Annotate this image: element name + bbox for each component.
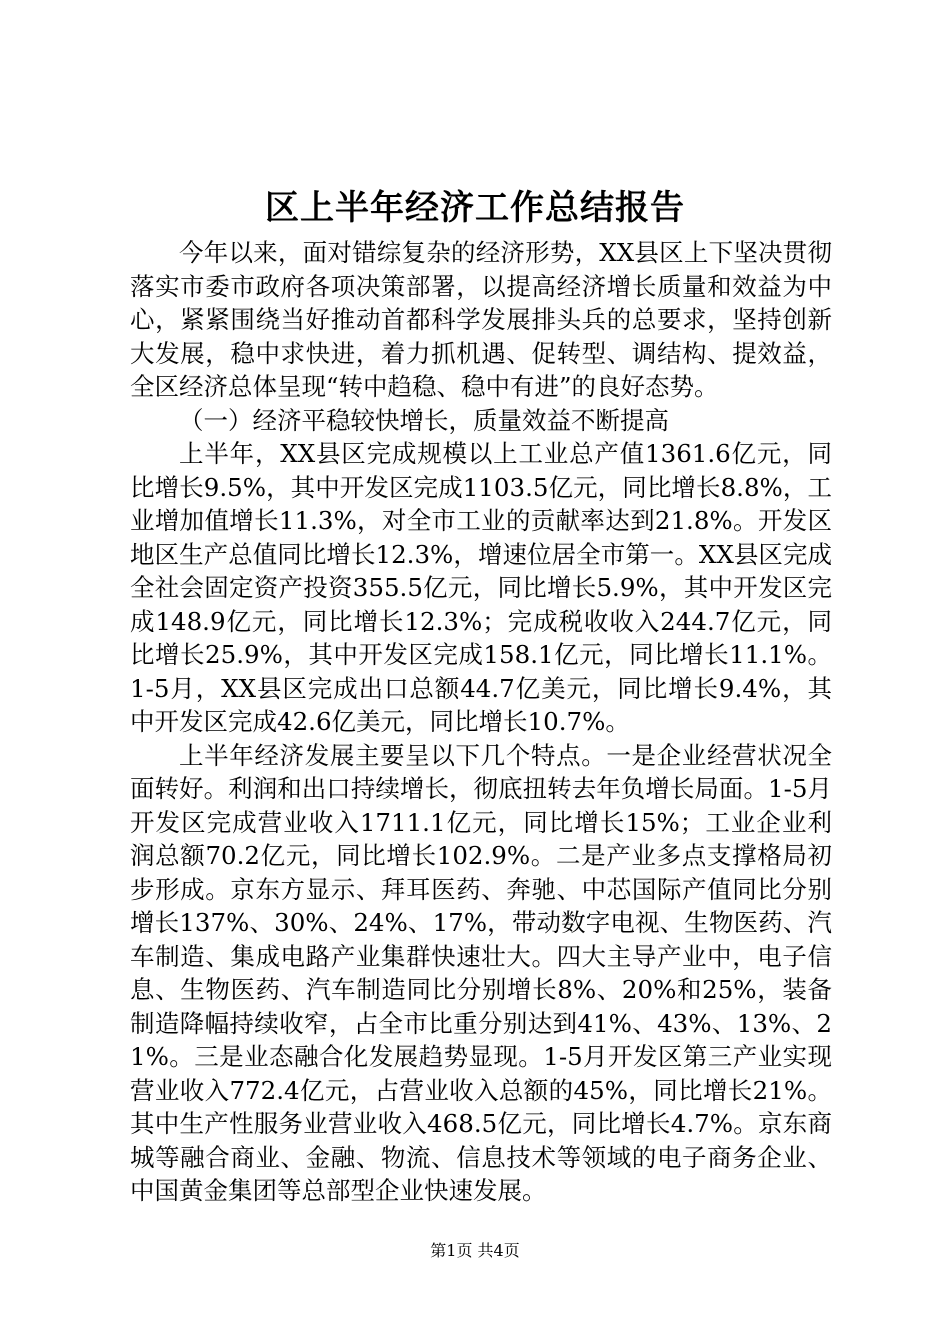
paragraph-intro: 今年以来，面对错综复杂的经济形势，XX县区上下坚决贯彻落实市委市政府各项决策部署，以提高经济增长质量和效益为中心，紧紧围绕当好推动首都科学发展排头兵的总要求，坚持创新大发展，稳中求快进，着力抓机遇、促转型、调结构、提效益，全区经济总体呈现“转中趋稳、稳中有进”的良好态势。 <box>130 238 832 401</box>
document-body <box>130 236 832 1208</box>
paragraph-features: 上半年经济发展主要呈以下几个特点。一是企业经营状况全面转好。利润和出口持续增长，彻底扭转去年负增长局面。1-5月开发区完成营业收入1711.1亿元，同比增长15%；工业企业利润总额70.2亿元，同比增长102.9%。二是产业多点支撑格局初步形成。京东方显示、拜耳医药、奔驰、中芯国际产值同比分别增长137%、30%、24%、17%，带动数字电视、生物医药、汽车制造、集成电路产业集群快速壮大。四大主导产业中，电子信息、生物医药、汽车制造同比分别增长8%、20%和25%，装备制造降幅持续收窄，占全市比重分别达到41%、43%、13%、21%。三是业态融合化发展趋势显现。1-5月开发区第三产业实现营业收入772.4亿元，占营业收入总额的45%，同比增长21%。其中生产性服务业营业收入468.5亿元，同比增长4.7%。京东商城等融合商业、金融、物流、信息技术等领域的电子商务企业、中国黄金集团等总部型企业快速发展。 <box>130 740 832 1205</box>
paragraph-statistics: 上半年，XX县区完成规模以上工业总产值1361.6亿元，同比增长9.5%，其中开发区完成1103.5亿元，同比增长8.8%，工业增加值增长11.3%，对全市工业的贡献率达到21.8%。开发区地区生产总值同比增长12.3%，增速位居全市第一。XX县区完成全社会固定资产投资355.5亿元，同比增长5.9%，其中开发区完成148.9亿元，同比增长12.3%；完成税收收入244.7亿元，同比增长25.9%，其中开发区完成158.1亿元，同比增长11.1%。1-5月，XX县区完成出口总额44.7亿美元，同比增长9.4%，其中开发区完成42.6亿美元，同比增长10.7%。 <box>130 439 832 736</box>
section-heading: （一）经济平稳较快增长，质量效益不断提高 <box>179 405 669 435</box>
document-title: 区上半年经济工作总结报告 <box>265 188 685 228</box>
page-number: 第1页 共4页 <box>430 1241 520 1260</box>
